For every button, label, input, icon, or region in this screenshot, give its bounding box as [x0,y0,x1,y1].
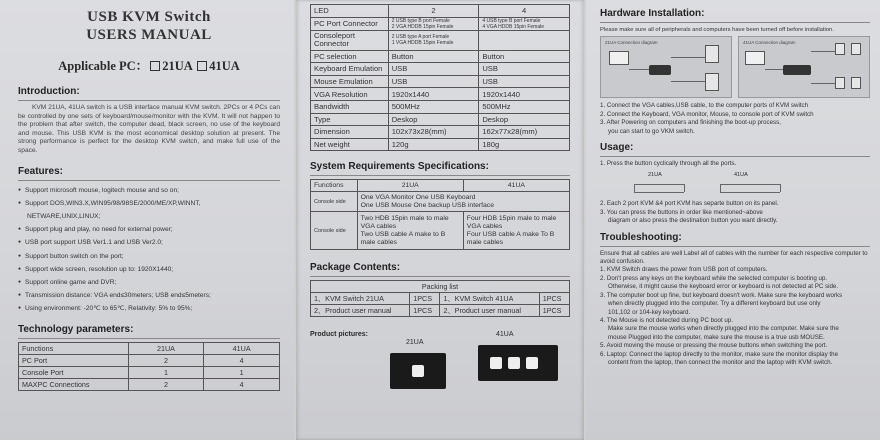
usage-steps [600,200,870,225]
table-row [311,113,570,126]
table-cell: 4 [204,378,280,390]
manual-page-2 [296,0,584,440]
kvm-21ua-photo [390,353,446,389]
usage-step: diagram or also press the destination button you want directly. [608,217,778,225]
computer-icon [851,43,861,55]
product-pictures [310,327,570,397]
cable-line [671,81,705,82]
kvm-button-icon [412,365,424,377]
feature-item: ● Using environment: -20℃ to 65℃, Relativity: 5% to 95%; [18,302,280,315]
flow-arrow [634,184,635,192]
table-row [311,293,570,305]
table-header: Functions [311,180,358,192]
troubleshooting-item: 4. The Mouse is not detected during PC boot up. [600,316,734,324]
table-cell: 2 [388,5,479,18]
divider [310,175,570,176]
divider [18,100,280,101]
cable-line [671,57,705,58]
table-cell: Two HDB 15pin male to male VGA cables Two USB cable A make to B male cables [357,212,463,250]
feature-item: ● Support wide screen, resolution up to: 1920X1440; [18,263,280,276]
table-cell: Deskop [388,113,479,126]
flow-arrow [684,184,685,192]
table-cell: VGA Resolution [311,88,389,101]
table-row [19,366,280,378]
table-cell: One VGA Monitor One USB Keyboard One USB Mouse One backup USB interface [357,192,569,212]
hardware-step: 1. Connect the VGA cables,USB cable, to the computer ports of KVM switch [600,102,809,110]
table-cell: 2、Product user manual [440,305,539,317]
table-cell: 4 [479,5,570,18]
table-row [311,305,570,317]
troubleshooting-item: content from the laptop, then connect the monitor and the laptop with KVM switch. [608,358,833,366]
usage-step: 3. You can press the buttons in order like mentioned~above [600,208,763,216]
flow-41ua-label: 41UA [734,172,748,179]
computer-icon [835,77,845,89]
divider [310,276,570,277]
table-cell: PC selection [311,50,389,63]
table-cell: Console side [311,212,358,250]
table-cell: 2 USB type A port Female 1 VGA HDDB 15pin Female [388,30,479,50]
table-row [311,5,570,18]
table-row [311,17,570,30]
troubleshooting-item: Make sure the mouse works when directly plugged into the computer. Make sure the [608,325,839,333]
table-header-row [311,180,570,192]
kvm-button-icon [490,357,502,369]
table-cell: 162x77x28(mm) [479,126,570,139]
feature-item: ● Support plug and play, no need for external power; [18,223,280,236]
troubleshooting-list [600,266,870,367]
computer-icon [835,43,845,55]
hardware-heading: Hardware Installation: [600,8,705,19]
features-heading: Features: [18,165,64,177]
flow-arrow [634,192,684,193]
divider [18,180,280,181]
table-row [311,30,570,50]
hardware-step: 3. After Powering on computers and finishing the boot-up process, [600,119,781,127]
table-cell: 180g [479,138,570,151]
table-header-row [311,281,570,293]
feature-item: ● USB port support USB Ver1.1 and USB Ver2.0; [18,236,280,249]
requirements-heading: System Requirements Specifications: [310,161,489,173]
table-cell: 120g [388,138,479,151]
intro-heading: Introduction: [18,86,80,97]
feature-item: ● Support online game and DVR; [18,276,280,289]
troubleshooting-item: 6. Laptop: Connect the laptop directly to the monitor, make sure the monitor display the [600,350,839,358]
diagram-caption: 41UA Connection diagram [743,40,796,46]
table-cell: USB [388,75,479,88]
cable-line [765,69,783,70]
computer-icon [851,77,861,89]
feature-item-continued: NETWARE,UNIX,LINUX; [27,212,101,220]
manual-title-line1: USB KVM Switch [87,9,211,25]
table-cell: 500MHz [388,100,479,113]
requirements-table [310,179,570,250]
flow-arrow [720,184,780,185]
table-row [311,138,570,151]
table-cell: Keyboard Emulation [311,63,389,76]
kvm-switch-icon [649,65,671,75]
spec-table [310,4,570,151]
monitor-icon [609,51,629,65]
hardware-step: 2. Connect the Keyboard, VGA monitor, Mouse, to console port of KVM switch [600,110,814,118]
hardware-note: Please make sure all of peripherals and computers have been turned off before installation. [600,27,834,33]
table-header: 21UA [357,180,463,192]
table-cell: 1、KVM Switch 21UA [311,293,410,305]
troubleshooting-item: 3. The computer boot up fine, but keyboard doesn't work. Make sure the keyboard works [600,291,843,299]
flow-21ua-label: 21UA [648,172,662,179]
table-row [19,378,280,390]
table-cell: 1 [128,366,204,378]
table-header-row [19,342,280,354]
table-cell: MAXPC Connections [19,378,129,390]
troubleshooting-item: when directly plugged into the computer. Try a different keyboard but use only [608,300,821,308]
model-21ua-label: 21UA [162,59,193,73]
flow-arrow [780,184,781,192]
usage-step: 1. Press the button cyclically through all the ports. [600,160,737,168]
table-cell: Button [388,50,479,63]
usage-heading: Usage: [600,142,634,154]
package-heading: Package Contents: [310,262,401,274]
manual-page-3 [586,0,880,440]
table-cell: 4 [204,354,280,366]
table-cell: 2 USB type B port Female 2 VGA HDDB 15pin Female [388,17,479,30]
table-cell: Consoleport Connector [311,30,389,50]
table-row [311,63,570,76]
usage-step: 2. Each 2 port KVM &4 port KVM has separte button on its panel. [600,200,779,208]
applicable-label: Applicable PC： [58,59,149,73]
table-cell: 2 [128,378,204,390]
table-cell: PC Port Connector [311,17,389,30]
table-cell: Type [311,113,389,126]
manual-title-line2: USERS MANUAL [86,27,212,43]
feature-item: ● Support microsoft mouse, logitech mouse and so on; [18,184,280,197]
feature-item: ● Transmission distance: VGA end≤30meters; USB end≤5meters; [18,289,280,302]
table-cell: 500MHz [479,100,570,113]
table-row [311,88,570,101]
table-cell: Mouse Emulation [311,75,389,88]
troubleshooting-item: mouse Plugged into the computer, make sure the mouse is a true usb MOUSE. [608,333,825,341]
product-pictures-label: Product pictures: [310,331,368,339]
troubleshooting-item: Otherwise, it might cause the keyboard error or keyboard is not detected at PC side. [608,283,839,291]
checkbox-41ua-icon [197,61,207,71]
table-cell [479,30,570,50]
table-cell: LED [311,5,389,18]
table-row [311,192,570,212]
features-list [18,184,280,316]
feature-item: ● Support button switch on the port; [18,250,280,263]
table-cell: 1PCS [410,293,440,305]
divider [600,22,870,23]
table-header: 41UA [204,342,280,354]
cable-line [629,69,649,70]
troubleshooting-item: 2. Don't press any keys on the keyboard while the selected computer is booting up. [600,274,828,282]
diagram-41ua [738,36,870,98]
table-cell: USB [479,75,570,88]
table-cell: Bandwidth [311,100,389,113]
intro-text: KVM 21UA, 41UA switch is a USB interface manual KVM switch. 2PCs or 4 PCs can be controlled by one sets of keyboard/mouse/monitor with the KVM. It will not happen to the problem that after switch, the computer dead, black screen, no use of the keyboard and mouse. This USB KVM is the most economical desktop solution at present. The strong performance is perfect for the desktop KVM switch, and make full use of the space. [18,104,280,154]
kvm-41ua-photo [478,345,558,381]
port-cycle-diagram [600,170,870,198]
flow-arrow [634,184,684,185]
table-cell: Button [479,50,570,63]
table-cell: 1 [204,366,280,378]
table-row [311,126,570,139]
table-cell: 1920x1440 [388,88,479,101]
kvm-button-icon [508,357,520,369]
table-row [311,75,570,88]
table-cell: 102x73x28(mm) [388,126,479,139]
packing-list-table [310,280,570,317]
table-header: 21UA [128,342,204,354]
connection-diagrams [600,36,870,98]
diagram-caption: 21UA Connection diagram [605,40,658,46]
divider [600,246,870,247]
table-cell: 1PCS [539,305,569,317]
table-cell: 1PCS [539,293,569,305]
table-row [311,50,570,63]
flow-arrow [720,184,721,192]
table-cell: 1PCS [410,305,440,317]
table-cell: USB [479,63,570,76]
troubleshooting-item: 1. KVM Switch draws the power from USB port of computers. [600,266,768,274]
picture-41ua-caption: 41UA [496,331,514,339]
hardware-step: you can start to go VKM switch. [608,127,695,135]
table-cell: PC Port [19,354,129,366]
table-cell: Dimension [311,126,389,139]
tech-heading: Technology parameters: [18,323,134,335]
divider [18,338,280,339]
cable-line [811,51,835,52]
table-cell: Four HDB 15pin male to male VGA cables Four USB cable A make To B male cables [463,212,569,250]
diagram-21ua [600,36,732,98]
table-cell: Net weight [311,138,389,151]
table-row [311,100,570,113]
table-row [311,212,570,250]
troubleshooting-heading: Troubleshooting: [600,231,682,243]
checkbox-21ua-icon [150,61,160,71]
tech-params-table [18,342,280,391]
table-cell: 1920x1440 [479,88,570,101]
troubleshooting-intro: Ensure that all cables are well Label all of cables with the number for each respective computer to avoid confusion. [600,249,868,266]
table-row [19,354,280,366]
table-header: 41UA [463,180,569,192]
computer-icon [705,45,719,63]
table-cell: 1、KVM Switch 41UA [440,293,539,305]
table-cell: 2、Product user manual [311,305,410,317]
table-cell: Console side [311,192,358,212]
applicable-pc [18,56,280,74]
troubleshooting-item: 101,102 or 104-key keyboard. [608,308,691,316]
table-cell: 2 [128,354,204,366]
kvm-switch-icon [783,65,811,75]
manual-page-1 [0,0,294,440]
model-41ua-label: 41UA [209,59,240,73]
flow-arrow [720,192,780,193]
computer-icon [705,73,719,91]
table-cell: Deskop [479,113,570,126]
monitor-icon [745,51,765,65]
table-header: Packing list [311,281,570,293]
divider [600,156,870,157]
table-cell: Console Port [19,366,129,378]
cable-line [811,83,835,84]
kvm-button-icon [526,357,538,369]
hardware-steps [600,102,870,136]
feature-item: ● Support DOS,WIN3.X,WIN95/98/98SE/2000/ME/XP,WINNT, [18,197,280,210]
table-header: Functions [19,342,129,354]
troubleshooting-item: 5. Avoid moving the mouse or pressing the mouse buttons when switching the port. [600,342,828,350]
table-cell: USB [388,63,479,76]
table-cell: 4 USB type B port Female 4 VGA HDDB 15pin Female [479,17,570,30]
picture-21ua-caption: 21UA [406,339,424,347]
